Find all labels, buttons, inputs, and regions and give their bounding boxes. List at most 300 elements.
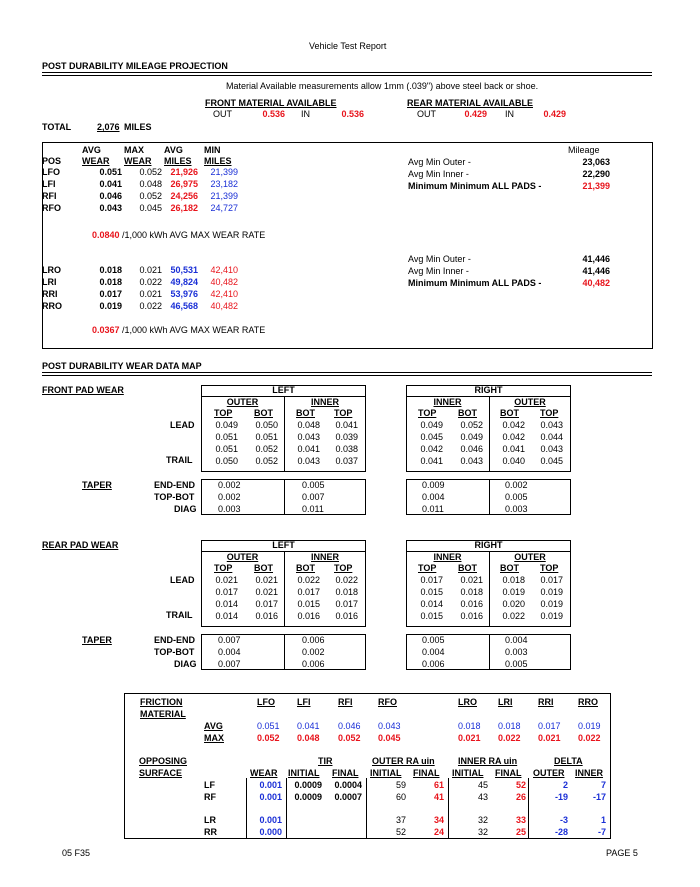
end-end-label: END-END bbox=[154, 635, 196, 645]
front-in-label: IN bbox=[301, 109, 310, 119]
final-header: FINAL bbox=[413, 768, 440, 778]
wear-value: 0.017 bbox=[540, 575, 563, 585]
wear-value: 0.043 bbox=[297, 432, 320, 442]
wear-value: 0.019 bbox=[540, 587, 563, 597]
col-head: TOP bbox=[334, 408, 353, 418]
taper-value: 0.004 bbox=[422, 492, 445, 502]
surface-label: SURFACE bbox=[139, 768, 183, 778]
taper-value: 0.005 bbox=[422, 635, 445, 645]
delta-inner: -7 bbox=[597, 827, 606, 837]
summary-value: 41,446 bbox=[582, 266, 610, 276]
max-wear: 0.052 bbox=[139, 167, 162, 177]
wear-value: 0.014 bbox=[215, 599, 238, 609]
summary-value: 41,446 bbox=[582, 254, 610, 264]
wear-value: 0.041 bbox=[502, 444, 525, 454]
taper-value: 0.005 bbox=[505, 659, 528, 669]
avg-label: AVG bbox=[204, 721, 223, 731]
col-min-1: MIN bbox=[204, 145, 221, 155]
diag-label: DIAG bbox=[174, 504, 197, 514]
friction-avg: 0.017 bbox=[538, 721, 561, 731]
taper-value: 0.007 bbox=[218, 659, 241, 669]
inner-label: INNER bbox=[310, 397, 339, 407]
initial-header: INITIAL bbox=[288, 768, 320, 778]
wear-value: 0.052 bbox=[255, 444, 278, 454]
col-head: TOP bbox=[214, 408, 233, 418]
friction-col: RFI bbox=[338, 697, 353, 707]
min-miles: 21,399 bbox=[210, 167, 238, 177]
col-avg-1: AVG bbox=[82, 145, 101, 155]
pos-label: LRO bbox=[42, 265, 61, 275]
wear-value: 0.017 bbox=[335, 599, 358, 609]
initial-header: INITIAL bbox=[452, 768, 484, 778]
max-wear: 0.022 bbox=[139, 277, 162, 287]
projection-section-title: POST DURABILITY MILEAGE PROJECTION bbox=[42, 61, 228, 71]
wear-value: 0.038 bbox=[335, 444, 358, 454]
wear-value: 0.051 bbox=[255, 432, 278, 442]
col-max-1: MAX bbox=[124, 145, 144, 155]
wear-value: 0.042 bbox=[420, 444, 443, 454]
wear-value: 0.016 bbox=[460, 599, 483, 609]
inner-label: INNER bbox=[310, 552, 339, 562]
max-wear: 0.045 bbox=[139, 203, 162, 213]
friction-max: 0.021 bbox=[538, 733, 561, 743]
wear-value: 0.043 bbox=[297, 456, 320, 466]
surface-pos: LF bbox=[204, 780, 215, 790]
outer-final: 61 bbox=[433, 780, 444, 790]
wear-value: 0.021 bbox=[460, 575, 483, 585]
taper-value: 0.005 bbox=[505, 492, 528, 502]
delta-header: DELTA bbox=[554, 756, 583, 766]
inner-initial: 43 bbox=[477, 792, 488, 802]
friction-max: 0.052 bbox=[257, 733, 280, 743]
pos-label: RRI bbox=[42, 289, 58, 299]
outer-final: 41 bbox=[433, 792, 444, 802]
wear-value: 0.050 bbox=[215, 456, 238, 466]
wear-value: 0.049 bbox=[215, 420, 238, 430]
taper-value: 0.004 bbox=[218, 647, 241, 657]
rule bbox=[246, 778, 247, 838]
outer-initial: 60 bbox=[395, 792, 406, 802]
taper-value: 0.006 bbox=[302, 635, 325, 645]
avg-wear: 0.017 bbox=[99, 289, 122, 299]
delta-outer: -3 bbox=[559, 815, 568, 825]
inner-label: INNER bbox=[433, 397, 462, 407]
taper-value: 0.002 bbox=[218, 480, 241, 490]
rule bbox=[286, 778, 287, 838]
wear-value: 0.050 bbox=[255, 420, 278, 430]
wear-value: 0.022 bbox=[335, 575, 358, 585]
col-head: BOT bbox=[500, 563, 519, 573]
taper-value: 0.011 bbox=[422, 504, 444, 514]
surface-wear: 0.001 bbox=[259, 815, 282, 825]
wear-value: 0.049 bbox=[420, 420, 443, 430]
friction-avg: 0.019 bbox=[578, 721, 601, 731]
end-end-label: END-END bbox=[154, 480, 196, 490]
avg-miles: 46,568 bbox=[170, 301, 198, 311]
wear-value: 0.043 bbox=[460, 456, 483, 466]
taper-value: 0.002 bbox=[505, 480, 528, 490]
diag-label: DIAG bbox=[174, 659, 197, 669]
left-label: LEFT bbox=[272, 540, 295, 550]
pos-label: LFO bbox=[42, 167, 60, 177]
wear-value: 0.043 bbox=[540, 420, 563, 430]
rear-in-label: IN bbox=[505, 109, 514, 119]
col-head: TOP bbox=[214, 563, 233, 573]
wear-value: 0.018 bbox=[502, 575, 525, 585]
col-avg-2: WEAR bbox=[82, 156, 110, 166]
wear-value: 0.039 bbox=[335, 432, 358, 442]
min-miles: 24,727 bbox=[210, 203, 238, 213]
wear-value: 0.022 bbox=[297, 575, 320, 585]
col-head: BOT bbox=[458, 563, 477, 573]
col-head: TOP bbox=[418, 563, 437, 573]
friction-title: FRICTION bbox=[140, 697, 183, 707]
friction-title: MATERIAL bbox=[140, 709, 186, 719]
inner-final: 26 bbox=[515, 792, 526, 802]
taper-value: 0.003 bbox=[218, 504, 241, 514]
col-head: TOP bbox=[418, 408, 437, 418]
min-miles: 40,482 bbox=[210, 301, 238, 311]
pos-label: LFI bbox=[42, 179, 56, 189]
inner-ra-header: INNER RA uin bbox=[458, 756, 518, 766]
avg-miles: 50,531 bbox=[170, 265, 198, 275]
wear-header: WEAR bbox=[250, 768, 278, 778]
friction-max: 0.022 bbox=[578, 733, 601, 743]
friction-avg: 0.043 bbox=[378, 721, 401, 731]
wear-value: 0.049 bbox=[460, 432, 483, 442]
outer-label: OUTER bbox=[226, 552, 259, 562]
rule bbox=[284, 479, 285, 515]
delta-outer: 2 bbox=[562, 780, 568, 790]
col-pos: POS bbox=[42, 156, 62, 166]
summary-label: Minimum Minimum ALL PADS - bbox=[408, 278, 542, 288]
friction-avg: 0.041 bbox=[297, 721, 320, 731]
taper-value: 0.011 bbox=[302, 504, 324, 514]
front-out-label: OUT bbox=[213, 109, 232, 119]
outer-label: OUTER bbox=[514, 397, 546, 407]
pos-label: LRI bbox=[42, 277, 57, 287]
footer-left: 05 F35 bbox=[62, 848, 91, 858]
avg-wear: 0.046 bbox=[99, 191, 122, 201]
wear-value: 0.051 bbox=[215, 444, 238, 454]
top-bot-label: TOP-BOT bbox=[154, 647, 195, 657]
total-unit: MILES bbox=[124, 122, 152, 132]
max-wear: 0.052 bbox=[139, 191, 162, 201]
friction-col: LRI bbox=[498, 697, 513, 707]
avg-miles: 26,182 bbox=[170, 203, 198, 213]
taper-value: 0.005 bbox=[302, 480, 325, 490]
friction-col: RRI bbox=[538, 697, 554, 707]
taper-value: 0.007 bbox=[218, 635, 241, 645]
rear-in-value: 0.429 bbox=[543, 109, 566, 119]
front-material-label: FRONT MATERIAL AVAILABLE bbox=[205, 98, 337, 108]
min-miles: 42,410 bbox=[210, 289, 238, 299]
avg-wear: 0.018 bbox=[99, 277, 122, 287]
wear-value: 0.014 bbox=[215, 611, 238, 621]
avg-miles: 21,926 bbox=[170, 167, 198, 177]
delta-inner: 1 bbox=[600, 815, 606, 825]
summary-label: Avg Min Inner - bbox=[408, 169, 469, 179]
lead-label: LEAD bbox=[170, 575, 195, 585]
tir-header: TIR bbox=[318, 756, 333, 766]
delta-outer: -28 bbox=[554, 827, 568, 837]
avg-wear: 0.018 bbox=[99, 265, 122, 275]
pos-label: RFO bbox=[42, 203, 61, 213]
taper-value: 0.004 bbox=[422, 647, 445, 657]
max-wear: 0.021 bbox=[139, 289, 162, 299]
col-avgm-1: AVG bbox=[164, 145, 183, 155]
delta-inner: -17 bbox=[592, 792, 606, 802]
col-head: BOT bbox=[458, 408, 477, 418]
inner-initial: 32 bbox=[477, 827, 488, 837]
wear-value: 0.037 bbox=[335, 456, 358, 466]
friction-col: LFO bbox=[257, 697, 275, 707]
col-head: BOT bbox=[254, 563, 273, 573]
outer-label: OUTER bbox=[226, 397, 259, 407]
taper-value: 0.004 bbox=[505, 635, 528, 645]
taper-value: 0.006 bbox=[422, 659, 445, 669]
outer-final: 34 bbox=[433, 815, 444, 825]
front-pad-title: FRONT PAD WEAR bbox=[42, 385, 124, 395]
taper-value: 0.002 bbox=[218, 492, 241, 502]
taper-value: 0.003 bbox=[505, 504, 528, 514]
opposing-label: OPPOSING bbox=[139, 756, 188, 766]
surface-pos: RF bbox=[204, 792, 216, 802]
rear-pad-title: REAR PAD WEAR bbox=[42, 540, 119, 550]
final-header: FINAL bbox=[495, 768, 522, 778]
wear-value: 0.016 bbox=[255, 611, 278, 621]
wear-value: 0.052 bbox=[255, 456, 278, 466]
top-bot-label: TOP-BOT bbox=[154, 492, 195, 502]
avg-wear: 0.041 bbox=[99, 179, 122, 189]
mileage-label: Mileage bbox=[568, 145, 600, 155]
wear-value: 0.044 bbox=[540, 432, 563, 442]
front-rate-value: 0.0840 bbox=[92, 230, 120, 240]
friction-avg: 0.051 bbox=[257, 721, 280, 731]
surface-wear: 0.001 bbox=[259, 792, 282, 802]
wear-value: 0.019 bbox=[540, 611, 563, 621]
summary-value: 40,482 bbox=[582, 278, 610, 288]
material-note: Material Available measurements allow 1mm (.039") above steel back or shoe. bbox=[226, 81, 539, 91]
right-label: RIGHT bbox=[474, 540, 503, 550]
inner-final: 25 bbox=[515, 827, 526, 837]
wear-value: 0.041 bbox=[335, 420, 358, 430]
inner-label: INNER bbox=[433, 552, 462, 562]
wear-value: 0.045 bbox=[420, 432, 443, 442]
avg-miles: 26,975 bbox=[170, 179, 198, 189]
trail-label: TRAIL bbox=[166, 455, 193, 465]
friction-max: 0.022 bbox=[498, 733, 521, 743]
outer-ra-header: OUTER RA uin bbox=[372, 756, 435, 766]
friction-col: LRO bbox=[458, 697, 477, 707]
friction-col: LFI bbox=[297, 697, 311, 707]
avg-miles: 24,256 bbox=[170, 191, 198, 201]
col-head: TOP bbox=[334, 563, 353, 573]
friction-avg: 0.046 bbox=[338, 721, 361, 731]
avg-wear: 0.043 bbox=[99, 203, 122, 213]
wear-value: 0.040 bbox=[502, 456, 525, 466]
wear-value: 0.021 bbox=[255, 587, 278, 597]
wear-value: 0.018 bbox=[335, 587, 358, 597]
max-wear: 0.022 bbox=[139, 301, 162, 311]
taper-label: TAPER bbox=[82, 635, 112, 645]
wear-value: 0.016 bbox=[460, 611, 483, 621]
inner-initial: 45 bbox=[477, 780, 488, 790]
rule bbox=[489, 479, 490, 515]
tir-initial: 0.0009 bbox=[294, 780, 322, 790]
initial-header: INITIAL bbox=[370, 768, 402, 778]
rule bbox=[528, 778, 529, 838]
rear-out-value: 0.429 bbox=[464, 109, 487, 119]
wear-value: 0.052 bbox=[460, 420, 483, 430]
summary-value: 21,399 bbox=[582, 181, 610, 191]
inner-initial: 32 bbox=[477, 815, 488, 825]
right-label: RIGHT bbox=[474, 385, 503, 395]
wear-value: 0.017 bbox=[297, 587, 320, 597]
friction-col: RFO bbox=[378, 697, 397, 707]
wear-value: 0.048 bbox=[297, 420, 320, 430]
min-miles: 23,182 bbox=[210, 179, 238, 189]
max-label: MAX bbox=[204, 733, 224, 743]
wear-value: 0.019 bbox=[540, 599, 563, 609]
front-out-value: 0.536 bbox=[262, 109, 285, 119]
front-rate-text: /1,000 kWh AVG MAX WEAR RATE bbox=[122, 230, 266, 240]
front-in-value: 0.536 bbox=[341, 109, 364, 119]
wear-value: 0.016 bbox=[297, 611, 320, 621]
rear-out-label: OUT bbox=[417, 109, 436, 119]
col-head: BOT bbox=[254, 408, 273, 418]
outer-header: OUTER bbox=[533, 768, 565, 778]
total-value: 2,076 bbox=[97, 122, 120, 132]
summary-label: Avg Min Outer - bbox=[408, 157, 471, 167]
col-head: TOP bbox=[540, 408, 559, 418]
wear-value: 0.015 bbox=[420, 611, 443, 621]
wear-value: 0.041 bbox=[297, 444, 320, 454]
wear-value: 0.022 bbox=[502, 611, 525, 621]
trail-label: TRAIL bbox=[166, 610, 193, 620]
wear-value: 0.045 bbox=[540, 456, 563, 466]
wear-value: 0.046 bbox=[460, 444, 483, 454]
min-miles: 40,482 bbox=[210, 277, 238, 287]
outer-initial: 59 bbox=[395, 780, 406, 790]
inner-header: INNER bbox=[575, 768, 604, 778]
surface-pos: RR bbox=[204, 827, 217, 837]
wear-value: 0.051 bbox=[215, 432, 238, 442]
summary-value: 23,063 bbox=[582, 157, 610, 167]
col-min-2: MILES bbox=[204, 156, 232, 166]
outer-label: OUTER bbox=[514, 552, 546, 562]
rear-material-label: REAR MATERIAL AVAILABLE bbox=[407, 98, 533, 108]
avg-miles: 49,824 bbox=[170, 277, 198, 287]
col-head: TOP bbox=[540, 563, 559, 573]
rule bbox=[448, 778, 449, 838]
summary-value: 22,290 bbox=[582, 169, 610, 179]
avg-wear: 0.051 bbox=[99, 167, 122, 177]
tir-initial: 0.0009 bbox=[294, 792, 322, 802]
max-wear: 0.048 bbox=[139, 179, 162, 189]
taper-value: 0.007 bbox=[302, 492, 325, 502]
friction-avg: 0.018 bbox=[458, 721, 481, 731]
wear-value: 0.014 bbox=[420, 599, 443, 609]
rear-rate-value: 0.0367 bbox=[92, 325, 120, 335]
col-head: BOT bbox=[296, 563, 315, 573]
surface-pos: LR bbox=[204, 815, 216, 825]
friction-col: RRO bbox=[578, 697, 598, 707]
wear-value: 0.017 bbox=[420, 575, 443, 585]
delta-inner: 7 bbox=[600, 780, 606, 790]
taper-value: 0.002 bbox=[302, 647, 325, 657]
wear-value: 0.042 bbox=[502, 432, 525, 442]
summary-label: Avg Min Outer - bbox=[408, 254, 471, 264]
wear-value: 0.020 bbox=[502, 599, 525, 609]
delta-outer: -19 bbox=[554, 792, 568, 802]
surface-wear: 0.001 bbox=[259, 780, 282, 790]
wear-value: 0.015 bbox=[420, 587, 443, 597]
wear-value: 0.019 bbox=[502, 587, 525, 597]
inner-final: 33 bbox=[515, 815, 526, 825]
max-wear: 0.021 bbox=[139, 265, 162, 275]
wear-value: 0.016 bbox=[335, 611, 358, 621]
wear-value: 0.017 bbox=[255, 599, 278, 609]
surface-wear: 0.000 bbox=[259, 827, 282, 837]
left-label: LEFT bbox=[272, 385, 295, 395]
outer-final: 24 bbox=[433, 827, 444, 837]
friction-avg: 0.018 bbox=[498, 721, 521, 731]
footer-right: PAGE 5 bbox=[606, 848, 638, 858]
pos-label: RRO bbox=[42, 301, 62, 311]
col-head: BOT bbox=[296, 408, 315, 418]
wear-value: 0.018 bbox=[460, 587, 483, 597]
taper-value: 0.006 bbox=[302, 659, 325, 669]
tir-final: 0.0007 bbox=[334, 792, 362, 802]
col-head: BOT bbox=[500, 408, 519, 418]
wear-value: 0.015 bbox=[297, 599, 320, 609]
lead-label: LEAD bbox=[170, 420, 195, 430]
wear-value: 0.042 bbox=[502, 420, 525, 430]
taper-label: TAPER bbox=[82, 480, 112, 490]
pos-label: RFI bbox=[42, 191, 57, 201]
friction-max: 0.045 bbox=[378, 733, 401, 743]
taper-value: 0.009 bbox=[422, 480, 445, 490]
wear-value: 0.043 bbox=[540, 444, 563, 454]
summary-label: Minimum Minimum ALL PADS - bbox=[408, 181, 542, 191]
min-miles: 42,410 bbox=[210, 265, 238, 275]
wear-value: 0.017 bbox=[215, 587, 238, 597]
col-avgm-2: MILES bbox=[164, 156, 192, 166]
avg-wear: 0.019 bbox=[99, 301, 122, 311]
wear-value: 0.041 bbox=[420, 456, 443, 466]
outer-initial: 37 bbox=[395, 815, 406, 825]
report-title: Vehicle Test Report bbox=[309, 41, 387, 51]
friction-max: 0.021 bbox=[458, 733, 481, 743]
min-miles: 21,399 bbox=[210, 191, 238, 201]
rule bbox=[366, 778, 367, 838]
summary-label: Avg Min Inner - bbox=[408, 266, 469, 276]
taper-value: 0.003 bbox=[505, 647, 528, 657]
rear-rate-text: /1,000 kWh AVG MAX WEAR RATE bbox=[122, 325, 266, 335]
tir-final: 0.0004 bbox=[334, 780, 362, 790]
wear-map-section-title: POST DURABILITY WEAR DATA MAP bbox=[42, 361, 202, 371]
avg-miles: 53,976 bbox=[170, 289, 198, 299]
wear-value: 0.021 bbox=[255, 575, 278, 585]
final-header: FINAL bbox=[332, 768, 359, 778]
wear-value: 0.021 bbox=[215, 575, 238, 585]
rule bbox=[489, 634, 490, 670]
outer-initial: 52 bbox=[395, 827, 406, 837]
inner-final: 52 bbox=[515, 780, 526, 790]
friction-max: 0.052 bbox=[338, 733, 361, 743]
rule bbox=[284, 634, 285, 670]
